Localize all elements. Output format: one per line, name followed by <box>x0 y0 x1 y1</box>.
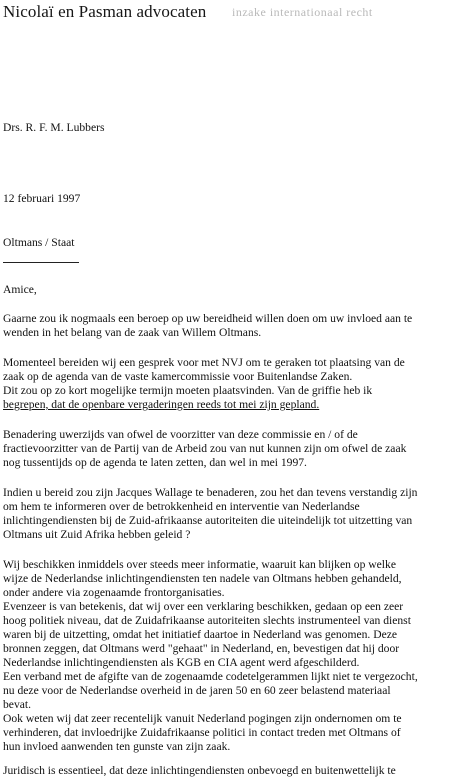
paragraph-5-line-9: Een verband met de afgifte van de zogenaamde codetelgerammen lijkt niet te vergezocht, <box>3 670 418 683</box>
paragraph-2-line-1: Momenteel bereiden wij een gesprek voor met NVJ om te geraken tot plaatsing van de <box>3 356 405 369</box>
paragraph-5-line-3: onder andere via zogenaamde frontorganisaties. <box>3 586 225 599</box>
paragraph-2-line-4: begrepen, dat de openbare vergaderingen reeds tot mei zijn gepland. <box>3 398 320 411</box>
paragraph-5-line-11: bevat. <box>3 698 32 711</box>
paragraph-3-line-1: Benadering uwerzijds van ofwel de voorzitter van deze commissie en / of de <box>3 428 358 441</box>
paragraph-1-line-1: Gaarne zou ik nogmaals een beroep op uw bereidheid willen doen om uw invloed aan te <box>3 312 413 325</box>
subject-line: Oltmans / Staat <box>3 236 75 249</box>
paragraph-3-line-2: fractievoorzitter van de Partij van de Arbeid zou van nut kunnen zijn om ofwel de zaak <box>3 442 407 455</box>
paragraph-5-line-14: hun invloed aanwenden ten gunste van zijn zaak. <box>3 740 231 753</box>
letter-date: 12 februari 1997 <box>3 192 81 205</box>
paragraph-5-line-7: bronnen zeggen, dat Oltmans werd "gehaat" in Nederland, en, bevestigen dat hij door <box>3 642 400 655</box>
paragraph-1-line-2: wenden in het belang van de zaak van Willem Oltmans. <box>3 326 262 339</box>
recipient-name: Drs. R. F. M. Lubbers <box>3 121 105 134</box>
subject-rule <box>3 262 79 263</box>
paragraph-3-line-3: nog tussentijds op de agenda te laten zetten, dan wel in mei 1997. <box>3 456 307 469</box>
paragraph-5-line-10: nu deze voor de Nederlandse overheid in de jaren 50 en 60 zeer belastend materiaal <box>3 684 391 697</box>
paragraph-5-line-15: Juridisch is essentieel, dat deze inlichtingendiensten onbevoegd en buitenwettelijk te <box>3 764 396 777</box>
paragraph-5-line-6: waren bij de uitzetting, omdat het initiatief daartoe in Nederland was genomen. Deze <box>3 628 398 641</box>
paragraph-5-line-12: Ook weten wij dat zeer recentelijk vanuit Nederland pogingen zijn ondernomen om te <box>3 712 402 725</box>
paragraph-4-line-4: Oltmans uit Zuid Afrika hebben geleid ? <box>3 528 191 541</box>
paragraph-5-line-13: verhinderen, dat invloedrijke Zuidafrikaanse politici in contact treden met Oltmans of <box>3 726 401 739</box>
paragraph-2-line-3: Dit zou op zo kort mogelijke termijn moeten plaatsvinden. Van de griffie heb ik <box>3 384 373 397</box>
paragraph-4-line-3: inlichtingendiensten bij de Zuid-afrikaanse autoriteiten die uiteindelijk tot uitzetting van <box>3 514 413 527</box>
paragraph-5-line-4: Evenzeer is van betekenis, dat wij over een verklaring beschikken, gedaan op een zeer <box>3 600 404 613</box>
paragraph-5-line-5: hoog politiek niveau, dat de Zuidafrikaanse autoriteiten slechts instrumenteel van dienst <box>3 614 411 627</box>
paragraph-4-line-1: Indien u bereid zou zijn Jacques Wallage te benaderen, zou het dan tevens verstandig zijn <box>3 486 418 499</box>
paragraph-2-line-2: zaak op de agenda van de vaste kamercommissie voor Buitenlandse Zaken. <box>3 370 353 383</box>
salutation: Amice, <box>3 283 37 296</box>
paragraph-5-line-8: Nederlandse inlichtingendiensten als KGB en CIA agent werd afgeschilderd. <box>3 656 360 669</box>
letterhead-firm-name: Nicolaï en Pasman advocaten <box>3 2 207 21</box>
paragraph-5-line-1: Wij beschikken inmiddels over steeds meer informatie, waaruit kan blijken op welke <box>3 558 396 571</box>
paragraph-5-line-2: wijze de Nederlandse inlichtingendiensten ten nadele van Oltmans hebben gehandeld, <box>3 572 402 585</box>
paragraph-4-line-2: om hem te informeren over de betrokkenheid en interventie van Nederlandse <box>3 500 360 513</box>
letterhead-tagline: inzake internationaal recht <box>232 5 373 19</box>
